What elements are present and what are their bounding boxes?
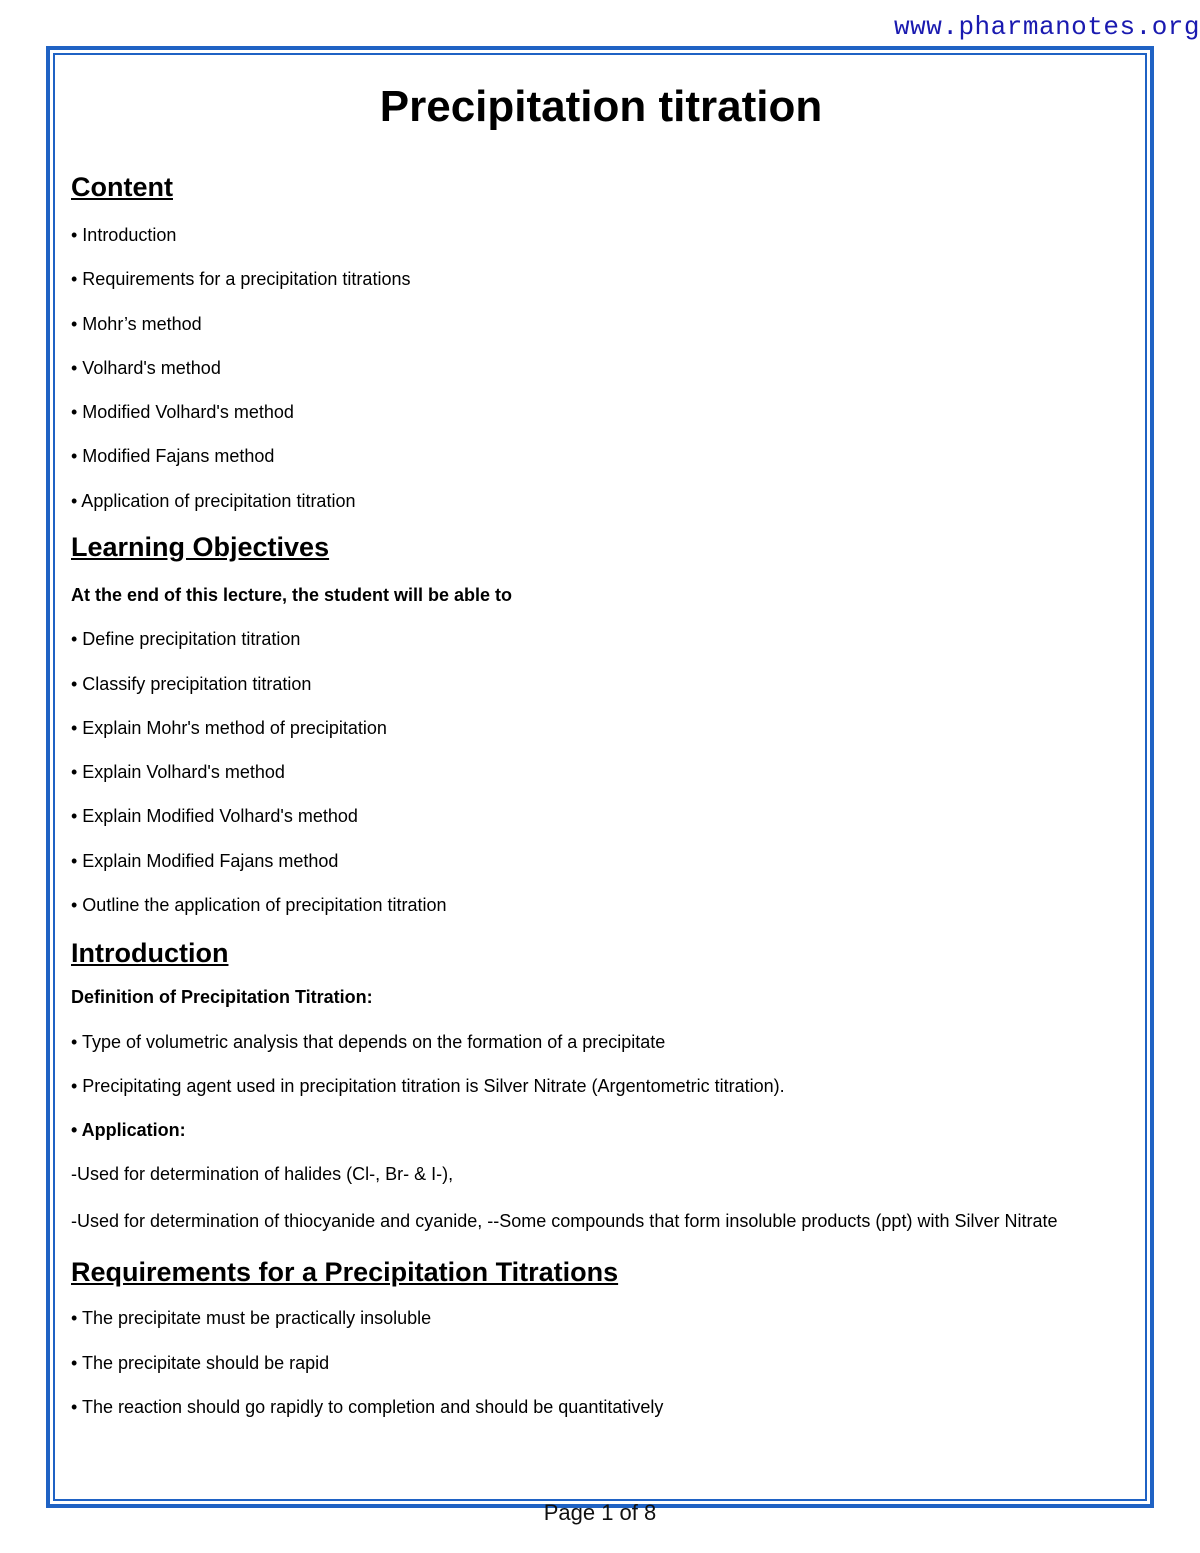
list-item: -Used for determination of halides (Cl-, Br- & I-), (71, 1164, 454, 1184)
document-title: Precipitation titration (379, 82, 823, 131)
list-item: • Mohr’s method (71, 314, 202, 334)
list-item: • Application of precipitation titration (71, 491, 356, 511)
list-item: • Precipitating agent used in precipitation titration is Silver Nitrate (Argentometric titration). (71, 1076, 785, 1096)
list-item: • The reaction should go rapidly to completion and should be quantitatively (71, 1397, 664, 1417)
section-heading-content: Content (71, 172, 173, 202)
objectives-list (71, 627, 1131, 917)
site-url[interactable]: www.pharmanotes.org (894, 12, 1200, 42)
list-item: • The precipitate should be rapid (71, 1353, 330, 1373)
list-item: • Type of volumetric analysis that depends on the formation of a precipitate (71, 1032, 666, 1052)
list-item: • Explain Volhard's method (71, 762, 285, 782)
list-item: • Define precipitation titration (71, 629, 301, 649)
list-item: • Introduction (71, 225, 177, 245)
definition-label: Definition of Precipitation Titration: (71, 987, 373, 1007)
list-item: -Used for determination of thiocyanide and cyanide, --Some compounds that form insoluble products (ppt) with Silver Nitrate (71, 1211, 1058, 1231)
list-item: • The precipitate must be practically insoluble (71, 1308, 432, 1328)
requirements-list (71, 1306, 1131, 1419)
section-heading-objectives: Learning Objectives (71, 532, 330, 562)
section-heading-requirements: Requirements for a Precipitation Titrations (71, 1257, 619, 1287)
list-item: • Modified Volhard's method (71, 402, 294, 422)
section-heading-introduction: Introduction (71, 938, 229, 968)
list-item: • Explain Modified Volhard's method (71, 806, 358, 826)
list-item: • Modified Fajans method (71, 446, 275, 466)
page-number: Page 1 of 8 (543, 1500, 657, 1525)
list-item: • Explain Mohr's method of precipitation (71, 718, 387, 738)
list-item: • Explain Modified Fajans method (71, 851, 339, 871)
list-item: • Requirements for a precipitation titrations (71, 269, 411, 289)
list-item: • Classify precipitation titration (71, 674, 312, 694)
document-body (71, 72, 1131, 1419)
objectives-intro: At the end of this lecture, the student will be able to (71, 585, 513, 605)
application-label: • Application: (71, 1120, 186, 1140)
content-list (71, 223, 1131, 513)
list-item: • Outline the application of precipitation titration (71, 895, 447, 915)
list-item: • Volhard's method (71, 358, 221, 378)
